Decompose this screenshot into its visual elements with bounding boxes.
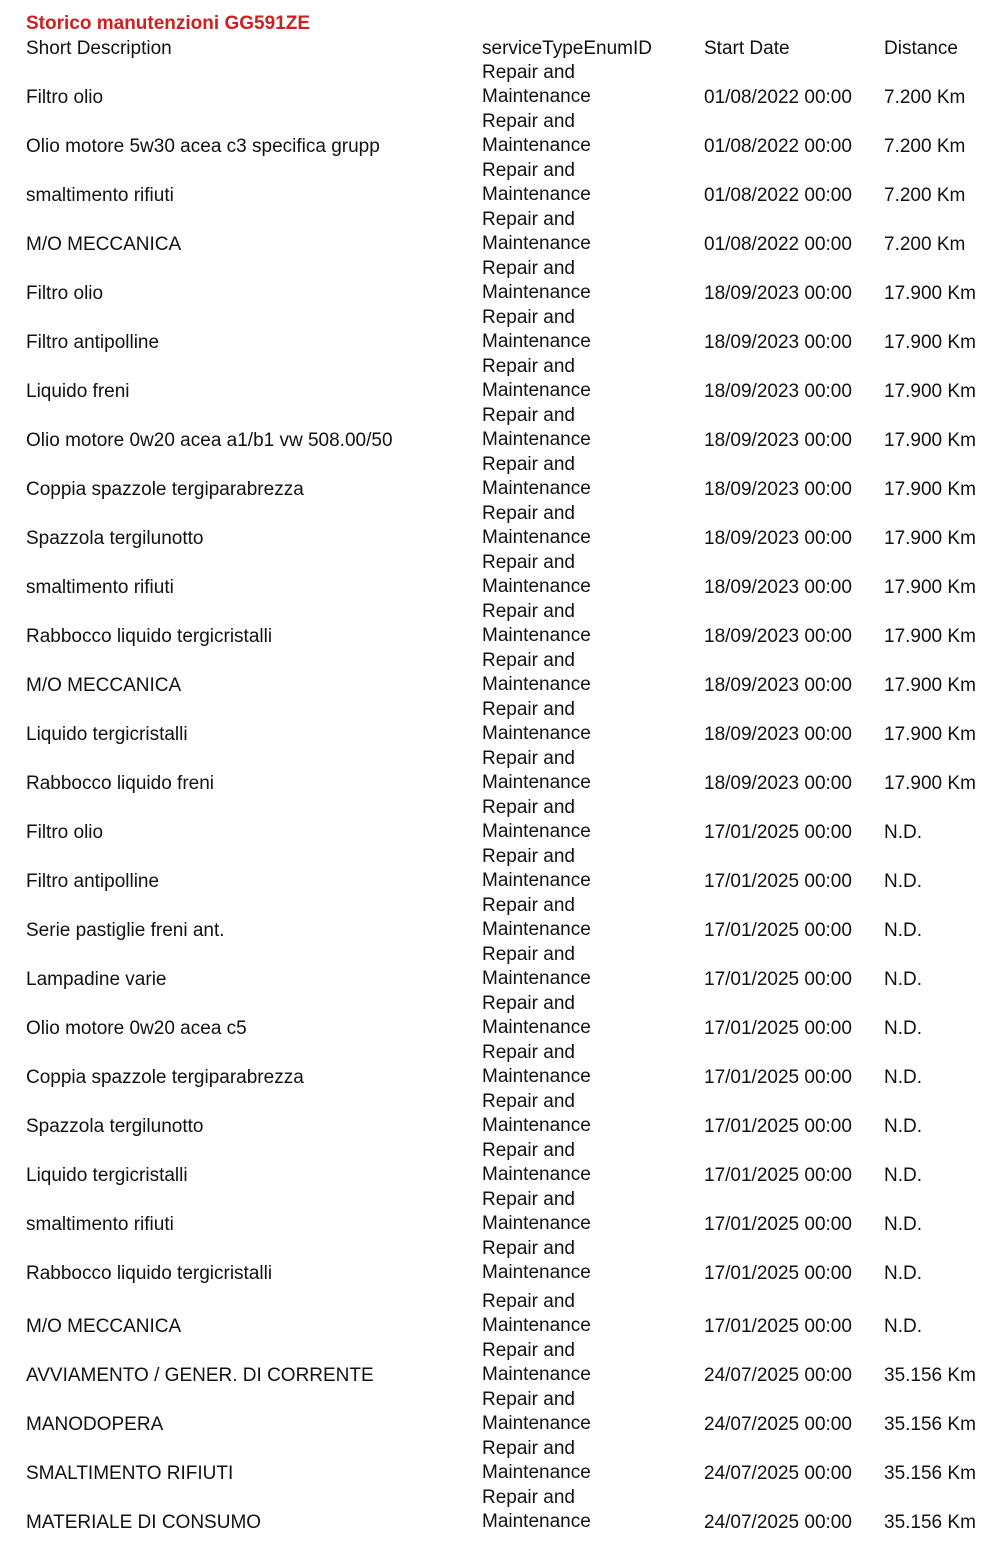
column-header-distance: Distance (884, 38, 958, 59)
cell-service-type (482, 1090, 591, 1138)
cell-distance: 17.900 Km (884, 675, 976, 696)
table-row (0, 1139, 1004, 1188)
service-type-line-1: Repair and (482, 601, 575, 622)
cell-start-date: 18/09/2023 00:00 (704, 626, 852, 647)
cell-start-date: 17/01/2025 00:00 (704, 920, 852, 941)
service-type-line-2: Maintenance (482, 282, 591, 303)
cell-distance: 17.900 Km (884, 528, 976, 549)
cell-service-type (482, 600, 591, 648)
table-row (0, 796, 1004, 845)
cell-start-date: 24/07/2025 00:00 (704, 1463, 852, 1484)
service-type-line-1: Repair and (482, 1340, 575, 1361)
cell-distance: 17.900 Km (884, 479, 976, 500)
cell-start-date: 18/09/2023 00:00 (704, 528, 852, 549)
cell-distance: 17.900 Km (884, 283, 976, 304)
service-type-line-2: Maintenance (482, 527, 591, 548)
table-row (0, 551, 1004, 600)
service-type-line-1: Repair and (482, 405, 575, 426)
cell-service-type (482, 306, 591, 354)
table-row (0, 159, 1004, 208)
cell-start-date: 18/09/2023 00:00 (704, 381, 852, 402)
cell-start-date: 17/01/2025 00:00 (704, 1214, 852, 1235)
cell-short-description: Filtro olio (26, 87, 104, 108)
cell-distance: 17.900 Km (884, 577, 976, 598)
table-row (0, 453, 1004, 502)
service-type-line-1: Repair and (482, 1291, 575, 1312)
cell-distance: N.D. (884, 1067, 922, 1088)
table-row (0, 257, 1004, 306)
cell-short-description: Spazzola tergilunotto (26, 1116, 204, 1137)
service-type-line-1: Repair and (482, 1091, 575, 1112)
service-type-line-2: Maintenance (482, 429, 591, 450)
cell-start-date: 17/01/2025 00:00 (704, 969, 852, 990)
cell-short-description: M/O MECCANICA (26, 675, 182, 696)
service-type-line-1: Repair and (482, 895, 575, 916)
cell-start-date: 18/09/2023 00:00 (704, 479, 852, 500)
cell-service-type (482, 1188, 591, 1236)
cell-start-date: 17/01/2025 00:00 (704, 871, 852, 892)
table-row (0, 992, 1004, 1041)
service-type-line-2: Maintenance (482, 1511, 591, 1532)
cell-service-type (482, 1139, 591, 1187)
cell-service-type (482, 1339, 591, 1387)
service-type-line-1: Repair and (482, 1140, 575, 1161)
service-type-line-2: Maintenance (482, 1315, 591, 1336)
service-type-line-1: Repair and (482, 1487, 575, 1508)
cell-service-type (482, 208, 591, 256)
cell-service-type (482, 110, 591, 158)
cell-distance: 35.156 Km (884, 1365, 976, 1386)
cell-distance: 35.156 Km (884, 1463, 976, 1484)
service-type-line-2: Maintenance (482, 919, 591, 940)
cell-distance: 7.200 Km (884, 87, 966, 108)
cell-distance: N.D. (884, 1116, 922, 1137)
cell-distance: 35.156 Km (884, 1512, 976, 1533)
cell-short-description: Liquido freni (26, 381, 130, 402)
table-row (0, 306, 1004, 355)
table-row (0, 894, 1004, 943)
cell-start-date: 17/01/2025 00:00 (704, 1263, 852, 1284)
service-type-line-2: Maintenance (482, 625, 591, 646)
cell-service-type (482, 845, 591, 893)
cell-service-type (482, 943, 591, 991)
cell-distance: N.D. (884, 1018, 922, 1039)
cell-distance: 17.900 Km (884, 381, 976, 402)
cell-short-description: Coppia spazzole tergiparabrezza (26, 1067, 304, 1088)
cell-start-date: 01/08/2022 00:00 (704, 234, 852, 255)
cell-service-type (482, 894, 591, 942)
cell-service-type (482, 1388, 591, 1436)
table-row (0, 1388, 1004, 1437)
service-type-line-1: Repair and (482, 62, 575, 83)
column-header-start-date: Start Date (704, 38, 790, 59)
service-type-line-2: Maintenance (482, 331, 591, 352)
cell-distance: 7.200 Km (884, 136, 966, 157)
cell-short-description: Coppia spazzole tergiparabrezza (26, 479, 304, 500)
cell-start-date: 17/01/2025 00:00 (704, 822, 852, 843)
cell-short-description: Spazzola tergilunotto (26, 528, 204, 549)
service-type-line-1: Repair and (482, 846, 575, 867)
cell-short-description: Filtro antipolline (26, 332, 160, 353)
cell-short-description: Olio motore 0w20 acea c5 (26, 1018, 247, 1039)
cell-service-type (482, 257, 591, 305)
service-type-line-1: Repair and (482, 1389, 575, 1410)
cell-short-description: MATERIALE DI CONSUMO (26, 1512, 262, 1533)
service-type-line-1: Repair and (482, 356, 575, 377)
table-row (0, 600, 1004, 649)
cell-service-type (482, 698, 591, 746)
cell-short-description: Liquido tergicristalli (26, 1165, 188, 1186)
service-type-line-2: Maintenance (482, 478, 591, 499)
table-row (0, 698, 1004, 747)
column-header-service-type: serviceTypeEnumID (482, 38, 653, 59)
table-row (0, 1437, 1004, 1486)
service-type-line-1: Repair and (482, 552, 575, 573)
cell-distance: 35.156 Km (884, 1414, 976, 1435)
cell-distance: N.D. (884, 1263, 922, 1284)
table-row (0, 747, 1004, 796)
table-row (0, 1486, 1004, 1535)
service-type-line-2: Maintenance (482, 870, 591, 891)
cell-start-date: 18/09/2023 00:00 (704, 773, 852, 794)
cell-distance: 17.900 Km (884, 773, 976, 794)
cell-short-description: Serie pastiglie freni ant. (26, 920, 225, 941)
service-type-line-2: Maintenance (482, 184, 591, 205)
cell-start-date: 01/08/2022 00:00 (704, 87, 852, 108)
table-row (0, 845, 1004, 894)
service-type-line-2: Maintenance (482, 1213, 591, 1234)
service-type-line-2: Maintenance (482, 1066, 591, 1087)
service-type-line-2: Maintenance (482, 723, 591, 744)
service-type-line-2: Maintenance (482, 674, 591, 695)
service-type-line-1: Repair and (482, 993, 575, 1014)
cell-distance: N.D. (884, 969, 922, 990)
cell-distance: N.D. (884, 1165, 922, 1186)
cell-distance: 7.200 Km (884, 185, 966, 206)
cell-distance: N.D. (884, 871, 922, 892)
cell-distance: N.D. (884, 822, 922, 843)
cell-distance: N.D. (884, 1316, 922, 1337)
cell-short-description: M/O MECCANICA (26, 1316, 182, 1337)
cell-short-description: SMALTIMENTO RIFIUTI (26, 1463, 234, 1484)
service-type-line-1: Repair and (482, 307, 575, 328)
cell-short-description: Lampadine varie (26, 969, 167, 990)
service-type-line-1: Repair and (482, 111, 575, 132)
cell-start-date: 17/01/2025 00:00 (704, 1165, 852, 1186)
service-type-line-2: Maintenance (482, 1115, 591, 1136)
table-row (0, 110, 1004, 159)
service-type-line-1: Repair and (482, 209, 575, 230)
service-type-line-2: Maintenance (482, 135, 591, 156)
cell-service-type (482, 159, 591, 207)
service-type-line-2: Maintenance (482, 1164, 591, 1185)
cell-short-description: Filtro olio (26, 822, 104, 843)
cell-short-description: Olio motore 5w30 acea c3 specifica grupp (26, 136, 380, 157)
cell-service-type (482, 649, 591, 697)
cell-start-date: 17/01/2025 00:00 (704, 1116, 852, 1137)
cell-short-description: AVVIAMENTO / GENER. DI CORRENTE (26, 1365, 374, 1386)
service-type-line-1: Repair and (482, 699, 575, 720)
cell-start-date: 18/09/2023 00:00 (704, 675, 852, 696)
cell-short-description: smaltimento rifiuti (26, 577, 174, 598)
cell-short-description: smaltimento rifiuti (26, 185, 174, 206)
cell-service-type (482, 1290, 591, 1338)
cell-start-date: 17/01/2025 00:00 (704, 1067, 852, 1088)
service-type-line-1: Repair and (482, 1238, 575, 1259)
column-header-short-description: Short Description (26, 38, 172, 59)
table-row (0, 502, 1004, 551)
cell-start-date: 17/01/2025 00:00 (704, 1316, 852, 1337)
page-title: Storico manutenzioni GG591ZE (26, 13, 310, 34)
cell-distance: N.D. (884, 1214, 922, 1235)
table-row (0, 1188, 1004, 1237)
service-type-line-1: Repair and (482, 748, 575, 769)
cell-service-type (482, 551, 591, 599)
maintenance-table (0, 61, 1004, 1535)
cell-service-type (482, 404, 591, 452)
cell-start-date: 18/09/2023 00:00 (704, 724, 852, 745)
cell-start-date: 18/09/2023 00:00 (704, 577, 852, 598)
service-type-line-2: Maintenance (482, 772, 591, 793)
cell-service-type (482, 453, 591, 501)
cell-distance: 17.900 Km (884, 626, 976, 647)
cell-distance: 17.900 Km (884, 332, 976, 353)
cell-start-date: 17/01/2025 00:00 (704, 1018, 852, 1039)
cell-short-description: MANODOPERA (26, 1414, 164, 1435)
service-type-line-1: Repair and (482, 1042, 575, 1063)
cell-service-type (482, 992, 591, 1040)
table-header (0, 37, 1004, 61)
cell-distance: 17.900 Km (884, 430, 976, 451)
cell-start-date: 18/09/2023 00:00 (704, 332, 852, 353)
service-type-line-2: Maintenance (482, 1462, 591, 1483)
cell-service-type (482, 1041, 591, 1089)
cell-start-date: 18/09/2023 00:00 (704, 283, 852, 304)
service-type-line-1: Repair and (482, 650, 575, 671)
cell-distance: 17.900 Km (884, 724, 976, 745)
service-type-line-2: Maintenance (482, 1413, 591, 1434)
table-row (0, 1041, 1004, 1090)
cell-start-date: 01/08/2022 00:00 (704, 185, 852, 206)
cell-short-description: Rabbocco liquido freni (26, 773, 215, 794)
cell-short-description: Filtro antipolline (26, 871, 160, 892)
service-type-line-2: Maintenance (482, 380, 591, 401)
service-type-line-2: Maintenance (482, 821, 591, 842)
cell-short-description: Liquido tergicristalli (26, 724, 188, 745)
service-type-line-1: Repair and (482, 160, 575, 181)
service-type-line-1: Repair and (482, 1189, 575, 1210)
cell-short-description: Filtro olio (26, 283, 104, 304)
service-type-line-1: Repair and (482, 797, 575, 818)
cell-service-type (482, 1437, 591, 1485)
table-row (0, 355, 1004, 404)
cell-distance: 7.200 Km (884, 234, 966, 255)
service-type-line-1: Repair and (482, 258, 575, 279)
table-row (0, 208, 1004, 257)
cell-service-type (482, 1486, 591, 1534)
cell-start-date: 01/08/2022 00:00 (704, 136, 852, 157)
cell-start-date: 24/07/2025 00:00 (704, 1414, 852, 1435)
cell-short-description: Rabbocco liquido tergicristalli (26, 626, 273, 647)
cell-short-description: M/O MECCANICA (26, 234, 182, 255)
service-type-line-1: Repair and (482, 1438, 575, 1459)
service-type-line-2: Maintenance (482, 576, 591, 597)
cell-short-description: Rabbocco liquido tergicristalli (26, 1263, 273, 1284)
service-type-line-2: Maintenance (482, 86, 591, 107)
table-row (0, 649, 1004, 698)
service-type-line-1: Repair and (482, 944, 575, 965)
table-row (0, 1286, 1004, 1339)
service-type-line-1: Repair and (482, 454, 575, 475)
cell-short-description: Olio motore 0w20 acea a1/b1 vw 508.00/50 (26, 430, 393, 451)
cell-service-type (482, 61, 591, 109)
cell-service-type (482, 796, 591, 844)
cell-short-description: smaltimento rifiuti (26, 1214, 174, 1235)
service-type-line-2: Maintenance (482, 1364, 591, 1385)
cell-service-type (482, 1237, 591, 1285)
cell-start-date: 24/07/2025 00:00 (704, 1512, 852, 1533)
table-row (0, 61, 1004, 110)
cell-service-type (482, 355, 591, 403)
table-row (0, 1090, 1004, 1139)
service-type-line-2: Maintenance (482, 1017, 591, 1038)
cell-service-type (482, 502, 591, 550)
service-type-line-2: Maintenance (482, 968, 591, 989)
cell-service-type (482, 747, 591, 795)
service-type-line-1: Repair and (482, 503, 575, 524)
table-row (0, 943, 1004, 992)
service-type-line-2: Maintenance (482, 233, 591, 254)
cell-start-date: 24/07/2025 00:00 (704, 1365, 852, 1386)
table-row (0, 404, 1004, 453)
service-type-line-2: Maintenance (482, 1262, 591, 1283)
cell-distance: N.D. (884, 920, 922, 941)
table-row (0, 1237, 1004, 1286)
table-row (0, 1339, 1004, 1388)
cell-start-date: 18/09/2023 00:00 (704, 430, 852, 451)
